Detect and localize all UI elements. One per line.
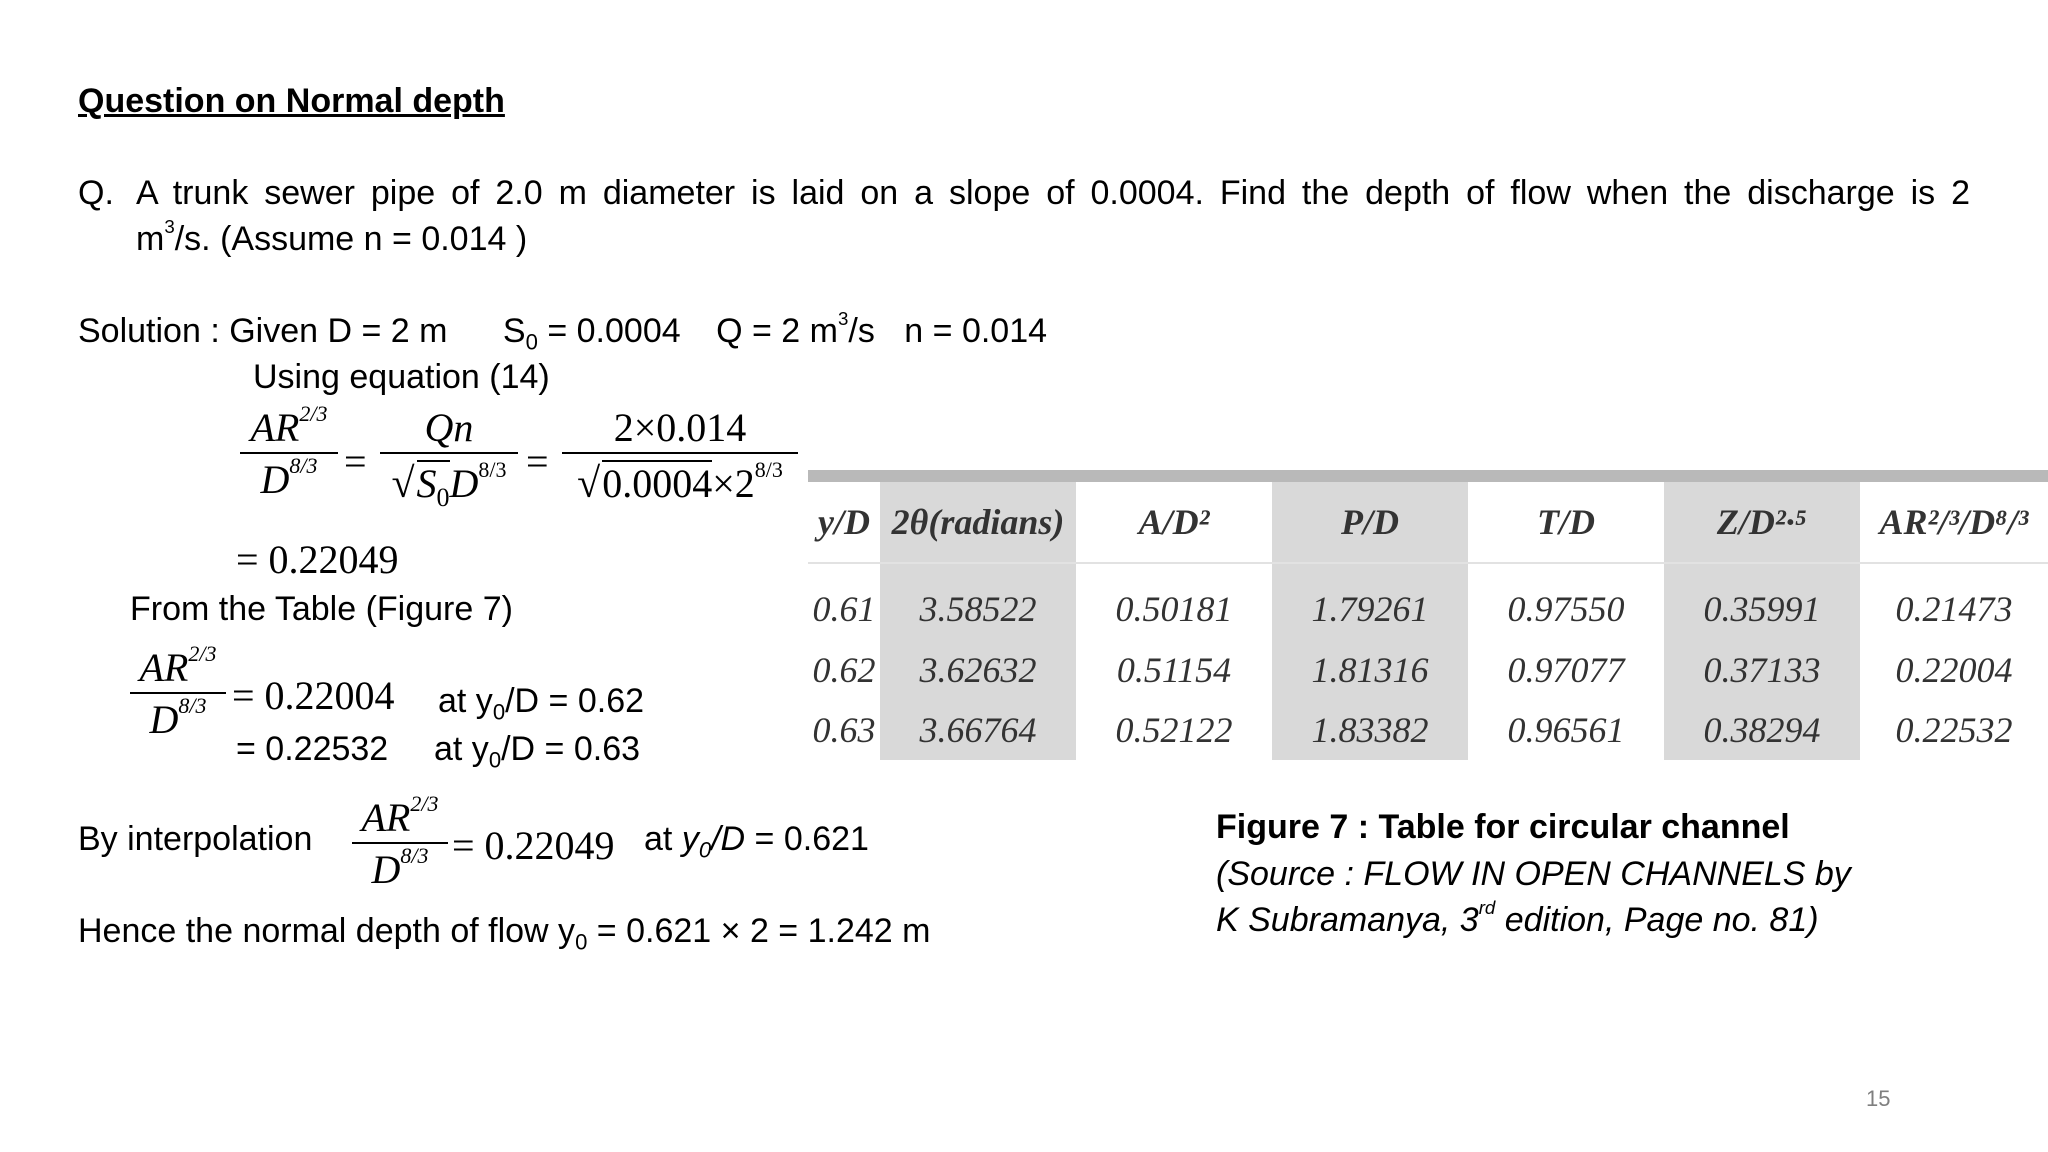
figure-caption-source: (Source : FLOW IN OPEN CHANNELS by K Subramanya, 3rd edition, Page no. 81) xyxy=(1216,855,1851,939)
eq-result: = 0.22049 xyxy=(236,537,399,582)
table-cell: 0.22532 xyxy=(1895,710,2013,750)
table-cell: 0.35991 xyxy=(1664,563,1860,640)
table-header-row xyxy=(808,482,2048,563)
table-cell: 0.52122 xyxy=(1115,710,1233,750)
table-row xyxy=(808,700,2048,760)
interpolation-fraction: $AR^{2/3}$ $D^{8/3}$ xyxy=(352,798,448,890)
eq-equals-2: = xyxy=(526,439,549,484)
eq-rhs-fraction: 2×0.014 $√0.0004\times 2^{8/3}$ xyxy=(562,408,798,505)
table-top-bar xyxy=(808,470,2048,482)
table-at-1: at $y_0/D = 0.62$ xyxy=(438,682,645,725)
table-header-cell: AR²/³/D⁸/³ xyxy=(1860,482,2048,563)
table-header-cell: P/D xyxy=(1272,482,1468,563)
table-value-1: = 0.22004 xyxy=(232,673,395,718)
table-row xyxy=(808,640,2048,700)
eq-lhs-fraction: $AR^{2/3}$ $D^{8/3}$ xyxy=(240,408,338,500)
interpolation-value: = 0.22049 xyxy=(452,823,615,868)
table-header-cell: T/D xyxy=(1468,482,1664,563)
table-cell: 0.22004 xyxy=(1895,650,2013,690)
table-at-2: at $y_0/D = 0.63$ xyxy=(434,730,641,773)
table-header-cell: 2θ(radians) xyxy=(880,482,1076,563)
table-header-cell: Z/D²·⁵ xyxy=(1664,482,1860,563)
figure-caption-title: Figure 7 : Table for circular channel xyxy=(1216,808,1790,846)
table-cell: 0.50181 xyxy=(1115,589,1233,629)
interpolation-label: By interpolation xyxy=(78,820,313,858)
table-grid xyxy=(808,482,2048,760)
table-cell: 0.61 xyxy=(812,589,876,629)
table-cell: 0.62 xyxy=(812,650,876,690)
table-cell: 1.79261 xyxy=(1272,563,1468,640)
interpolation-at: at $y_0/D = 0.621$ xyxy=(644,820,869,863)
table-cell: 0.21473 xyxy=(1895,589,2013,629)
question-line1: A trunk sewer pipe of 2.0 m diameter is laid on a slope of 0.0004. Find the depth of flow when the discharge is 2 xyxy=(136,174,1970,212)
table-cell: 0.97077 xyxy=(1507,650,1625,690)
question-line2: $m^3/s$. (Assume n = 0.014 ) xyxy=(136,216,528,258)
table-value-2: = 0.22532 xyxy=(236,730,389,768)
table-cell: 0.37133 xyxy=(1664,640,1860,700)
table-cell: 0.63 xyxy=(812,710,876,750)
using-equation-label: Using equation (14) xyxy=(253,358,550,396)
table-cell: 3.66764 xyxy=(880,700,1076,760)
table-cell: 0.51154 xyxy=(1116,650,1232,690)
question-label: Q. xyxy=(78,174,114,212)
table-header-cell: A/D² xyxy=(1076,482,1272,563)
table-cell: 0.97550 xyxy=(1507,589,1625,629)
table-cell: 0.38294 xyxy=(1664,700,1860,760)
slide-title: Question on Normal depth xyxy=(78,82,505,120)
table-cell: 1.83382 xyxy=(1272,700,1468,760)
eq-equals-1: = xyxy=(344,439,367,484)
from-table-label: From the Table (Figure 7) xyxy=(130,590,513,628)
table-cell: 0.96561 xyxy=(1507,710,1625,750)
page-number: 15 xyxy=(1866,1086,1891,1111)
table-cell: 3.62632 xyxy=(880,640,1076,700)
normal-depth-result: Hence the normal depth of flow $y_0 = 0.621 \times 2 = 1.242$ m xyxy=(78,912,931,955)
circular-channel-table xyxy=(808,470,2048,775)
table-lookup-fraction: $AR^{2/3}$ $D^{8/3}$ xyxy=(130,648,226,740)
table-header-cell: y/D xyxy=(808,482,880,563)
table-cell: 3.58522 xyxy=(880,563,1076,640)
solution-given: Solution : Given D = 2 m $S_0 = 0.0004$ Q = 2 $m^3/s$ n = 0.014 xyxy=(78,308,1048,355)
eq-mid-fraction: Qn $√S_0D^{8/3}$ xyxy=(380,408,518,505)
table-row xyxy=(808,563,2048,640)
table-cell: 1.81316 xyxy=(1272,640,1468,700)
